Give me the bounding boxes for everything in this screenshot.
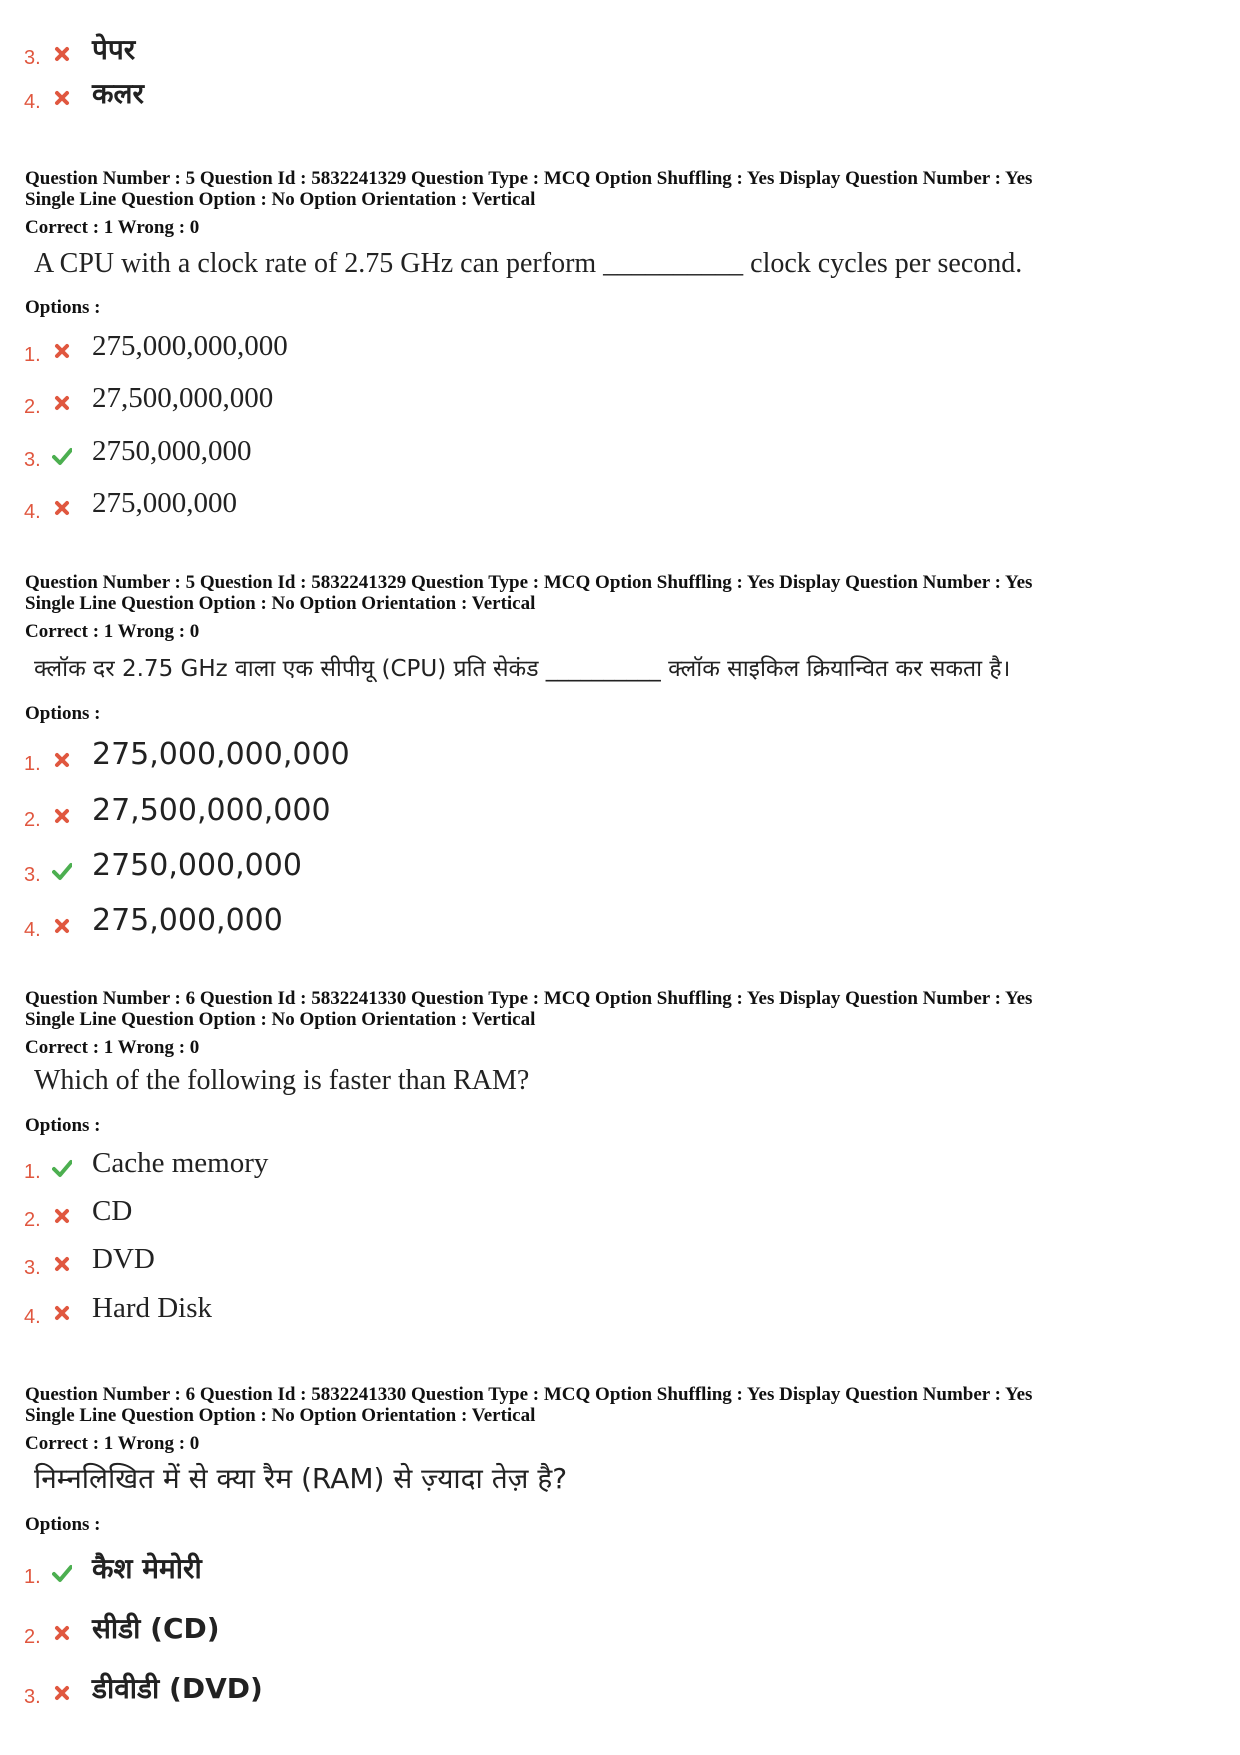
question-meta-line-2: Single Line Question Option : No Option Orientation : Vertical — [25, 1405, 536, 1426]
option-number: 3. — [24, 47, 41, 69]
option-number: 2. — [24, 809, 41, 831]
option-text: 275,000,000,000 — [92, 330, 288, 362]
options-label: Options : — [25, 1514, 101, 1535]
question-text: क्लॉक दर 2.75 GHz वाला एक सीपीयू (CPU) प्रति सेकंड __________ क्लॉक साइकिल क्रियान्वित कर सकता है। — [34, 656, 1011, 682]
wrong-icon — [52, 498, 72, 518]
option-number: 4. — [24, 919, 41, 941]
question-score: Correct : 1 Wrong : 0 — [25, 621, 200, 642]
option-number: 1. — [24, 753, 41, 775]
option-number: 1. — [24, 1566, 41, 1588]
question-meta-line-1: Question Number : 5 Question Id : 5832241329 Question Type : MCQ Option Shuffling : Yes Display Question Number : Yes — [25, 168, 1033, 189]
check-icon — [52, 446, 72, 466]
options-label: Options : — [25, 703, 101, 724]
wrong-icon — [52, 1254, 72, 1274]
option-number: 2. — [24, 396, 41, 418]
option-text: 275,000,000 — [92, 487, 237, 519]
wrong-icon — [52, 44, 72, 64]
question-score: Correct : 1 Wrong : 0 — [25, 1433, 200, 1454]
option-text: Hard Disk — [92, 1292, 213, 1324]
wrong-icon — [52, 341, 72, 361]
options-label: Options : — [25, 1115, 101, 1136]
option-number: 1. — [24, 1161, 41, 1183]
question-text: A CPU with a clock rate of 2.75 GHz can perform __________ clock cycles per second. — [34, 248, 1023, 279]
option-text: 27,500,000,000 — [92, 382, 274, 414]
question-meta-line-1: Question Number : 5 Question Id : 5832241329 Question Type : MCQ Option Shuffling : Yes Display Question Number : Yes — [25, 572, 1033, 593]
wrong-icon — [52, 806, 72, 826]
option-text: कलर — [92, 77, 144, 110]
option-text: पेपर — [92, 33, 136, 66]
options-label: Options : — [25, 297, 101, 318]
check-icon — [52, 1563, 72, 1583]
question-meta-line-1: Question Number : 6 Question Id : 5832241330 Question Type : MCQ Option Shuffling : Yes Display Question Number : Yes — [25, 988, 1033, 1009]
check-icon — [52, 861, 72, 881]
option-text: Cache memory — [92, 1147, 269, 1179]
option-number: 3. — [24, 1257, 41, 1279]
option-number: 4. — [24, 1306, 41, 1328]
wrong-icon — [52, 1303, 72, 1323]
question-score: Correct : 1 Wrong : 0 — [25, 217, 200, 238]
option-number: 1. — [24, 344, 41, 366]
option-text: 275,000,000 — [92, 903, 283, 938]
question-meta-line-1: Question Number : 6 Question Id : 5832241330 Question Type : MCQ Option Shuffling : Yes Display Question Number : Yes — [25, 1384, 1033, 1405]
question-text: Which of the following is faster than RAM? — [34, 1065, 530, 1096]
question-text: निम्नलिखित में से क्या रैम (RAM) से ज़्यादा तेज़ है? — [34, 1462, 568, 1495]
check-icon — [52, 1158, 72, 1178]
option-text: 27,500,000,000 — [92, 793, 331, 828]
wrong-icon — [52, 916, 72, 936]
wrong-icon — [52, 1683, 72, 1703]
question-score: Correct : 1 Wrong : 0 — [25, 1037, 200, 1058]
option-text: CD — [92, 1195, 133, 1227]
wrong-icon — [52, 750, 72, 770]
option-number: 3. — [24, 1686, 41, 1708]
question-meta-line-2: Single Line Question Option : No Option Orientation : Vertical — [25, 189, 536, 210]
option-text: 2750,000,000 — [92, 435, 252, 467]
wrong-icon — [52, 1623, 72, 1643]
option-text: डीवीडी (DVD) — [92, 1672, 263, 1705]
option-text: 2750,000,000 — [92, 848, 302, 883]
option-text: कैश मेमोरी — [92, 1552, 202, 1585]
option-number: 3. — [24, 449, 41, 471]
option-number: 4. — [24, 501, 41, 523]
wrong-icon — [52, 393, 72, 413]
question-meta-line-2: Single Line Question Option : No Option Orientation : Vertical — [25, 1009, 536, 1030]
option-number: 4. — [24, 91, 41, 113]
option-number: 3. — [24, 864, 41, 886]
question-meta-line-2: Single Line Question Option : No Option Orientation : Vertical — [25, 593, 536, 614]
option-text: 275,000,000,000 — [92, 737, 350, 772]
option-number: 2. — [24, 1626, 41, 1648]
wrong-icon — [52, 1206, 72, 1226]
wrong-icon — [52, 88, 72, 108]
option-number: 2. — [24, 1209, 41, 1231]
option-text: सीडी (CD) — [92, 1612, 220, 1645]
option-text: DVD — [92, 1243, 155, 1275]
